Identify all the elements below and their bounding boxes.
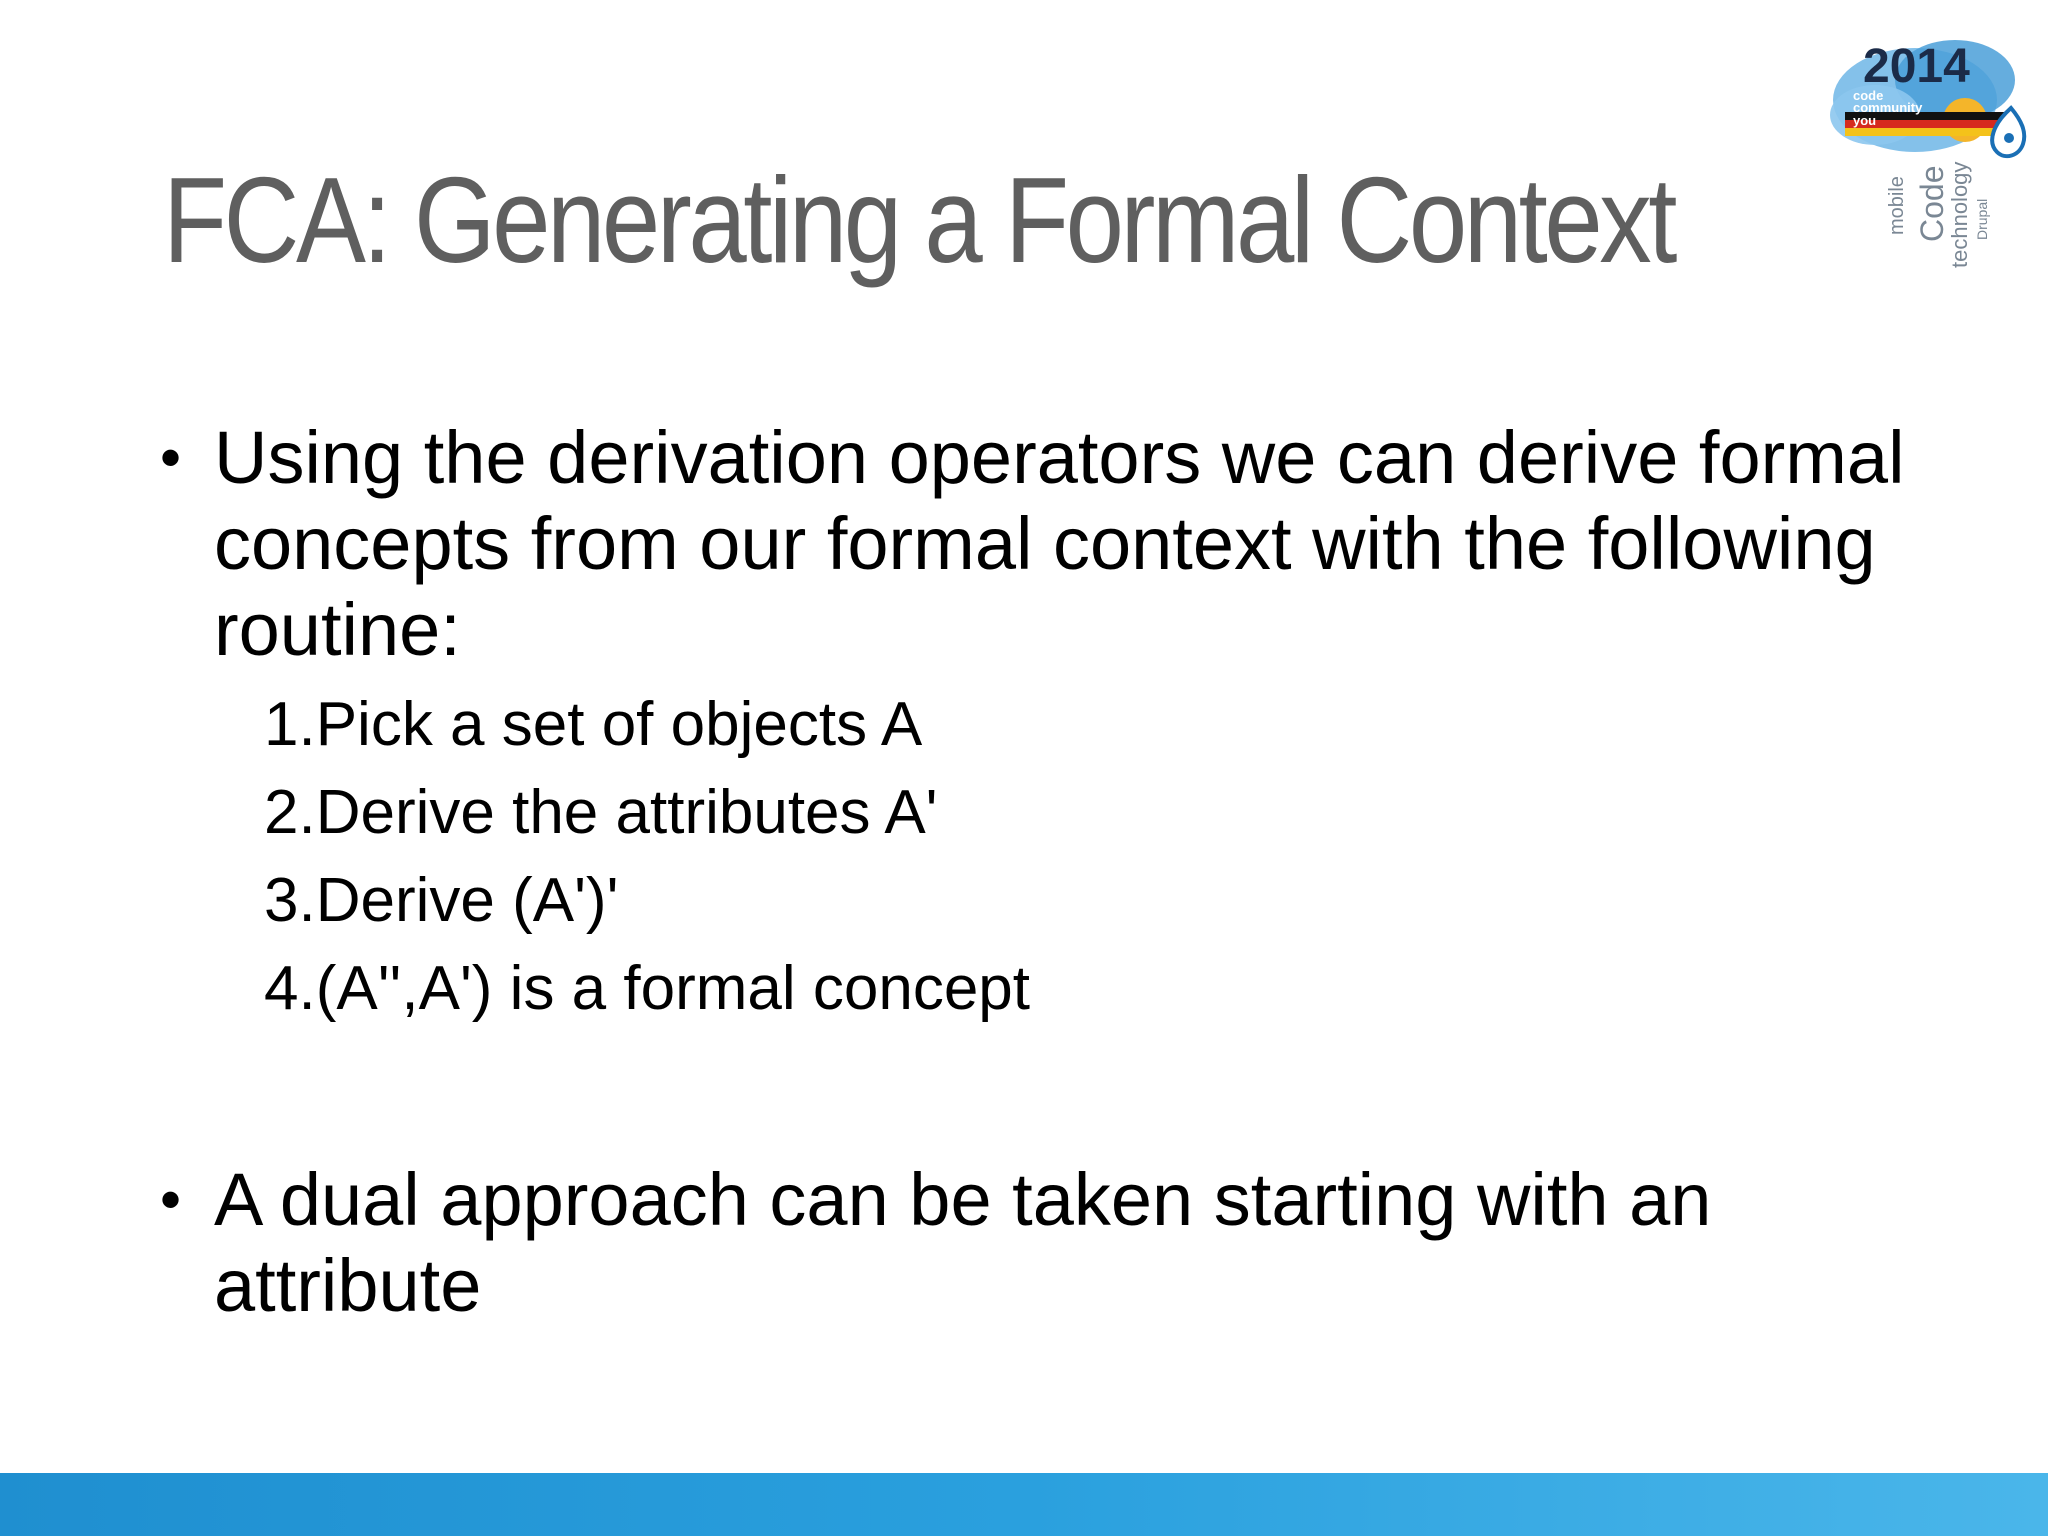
bullet-item [160,415,1920,1033]
bullet-item [160,1157,1920,1329]
logo-word-mobile: mobile [1886,176,1908,235]
step-item: 2.Derive the attributes A' [264,778,938,847]
routine-steps [214,681,1920,1033]
bullet-text: A dual approach can be taken starting with an attribute [214,1158,1712,1327]
step-item: 3.Derive (A')' [264,866,619,935]
logo-word-drupal: Drupal [1974,198,1990,240]
footer-bar [0,1473,2048,1536]
step-item: 4.(A'',A') is a formal concept [264,954,1031,1023]
logo-tagline-1: code [1853,88,1884,103]
logo-word-code: Code [1914,165,1950,242]
drupal-camp-logo-graphic [1815,20,2045,270]
logo-tagline-3: you [1853,113,1877,128]
drupal-camp-2014-logo [1815,20,2045,270]
bullet-text: Using the derivation operators we can derive formal concepts from our formal context with the following routine: [214,416,1905,671]
logo-year: 2014 [1863,40,1970,93]
logo-tagline-2: community [1853,100,1923,115]
step-item: 1.Pick a set of objects A [264,690,923,759]
logo-word-technology: technology [1947,161,1972,268]
bullet-glyph: • [160,424,182,491]
bullet-list [160,415,1920,1329]
slide-title: FCA: Generating a Formal Context [163,152,1675,288]
bullet-glyph: • [160,1166,182,1233]
